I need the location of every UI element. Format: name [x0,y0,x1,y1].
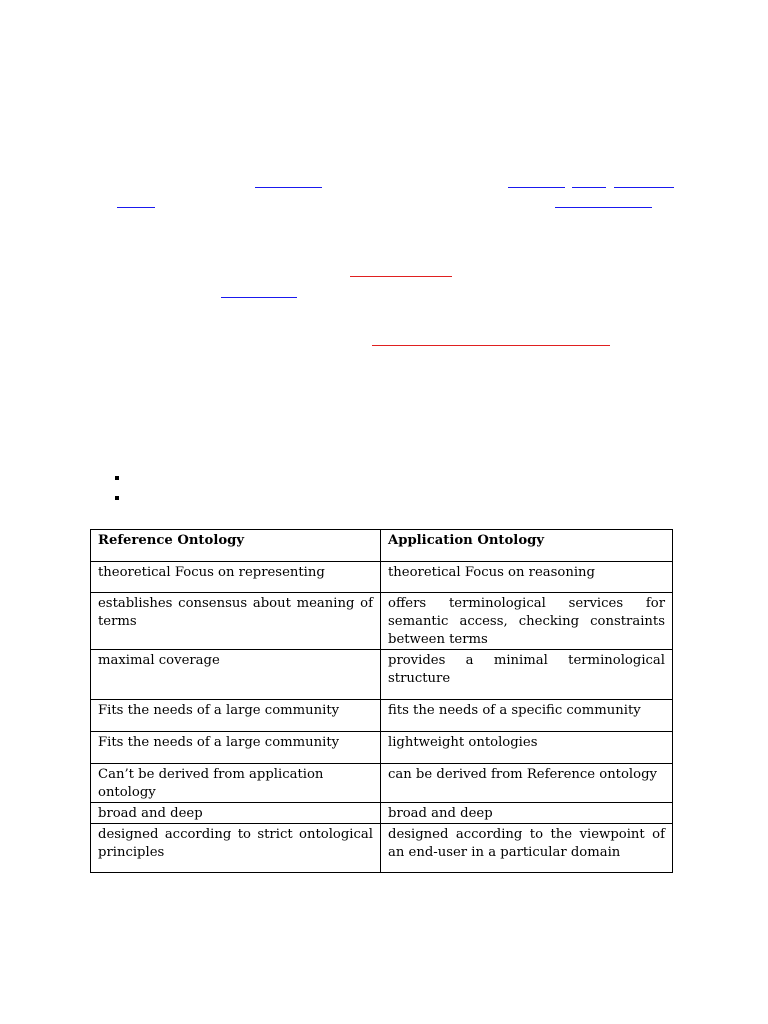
table-cell: can be derived from Reference ontology [381,764,673,803]
table-cell: Fits the needs of a large community [91,732,381,764]
table-cell: theoretical Focus on representing [91,562,381,593]
tracked-change-underline-2 [372,345,610,346]
tracked-change-underline-1 [350,276,452,277]
table-row [91,700,673,732]
table-cell: broad and deep [91,803,381,824]
ontology-comparison-table [90,529,673,873]
table-cell: Fits the needs of a large community [91,700,381,732]
table-cell: lightweight ontologies [381,732,673,764]
list-bullet-1 [115,476,119,480]
hyperlink-underline-5[interactable] [117,207,155,208]
table-row [91,764,673,803]
hyperlink-underline-7[interactable] [221,297,297,298]
table-row [91,803,673,824]
table-row [91,732,673,764]
table-cell: offers terminological services for semantic access, checking constraints between terms [381,593,673,650]
table-row [91,650,673,700]
hyperlink-underline-1[interactable] [255,187,322,188]
table-row [91,824,673,873]
table-cell: Can’t be derived from application ontology [91,764,381,803]
table-cell: broad and deep [381,803,673,824]
table-cell: fits the needs of a specific community [381,700,673,732]
table-header-row [91,530,673,562]
table-cell: designed according to strict ontological principles [91,824,381,873]
hyperlink-underline-2[interactable] [508,187,565,188]
list-bullet-2 [115,496,119,500]
table-cell: establishes consensus about meaning of terms [91,593,381,650]
table-row [91,593,673,650]
table-cell: provides a minimal terminological structure [381,650,673,700]
table-cell: designed according to the viewpoint of an end-user in a particular domain [381,824,673,873]
table-row [91,562,673,593]
table-cell: theoretical Focus on reasoning [381,562,673,593]
header-application-ontology: Application Ontology [381,530,673,562]
header-reference-ontology: Reference Ontology [91,530,381,562]
hyperlink-underline-3[interactable] [572,187,606,188]
hyperlink-underline-4[interactable] [614,187,674,188]
table-cell: maximal coverage [91,650,381,700]
hyperlink-underline-6[interactable] [555,207,652,208]
